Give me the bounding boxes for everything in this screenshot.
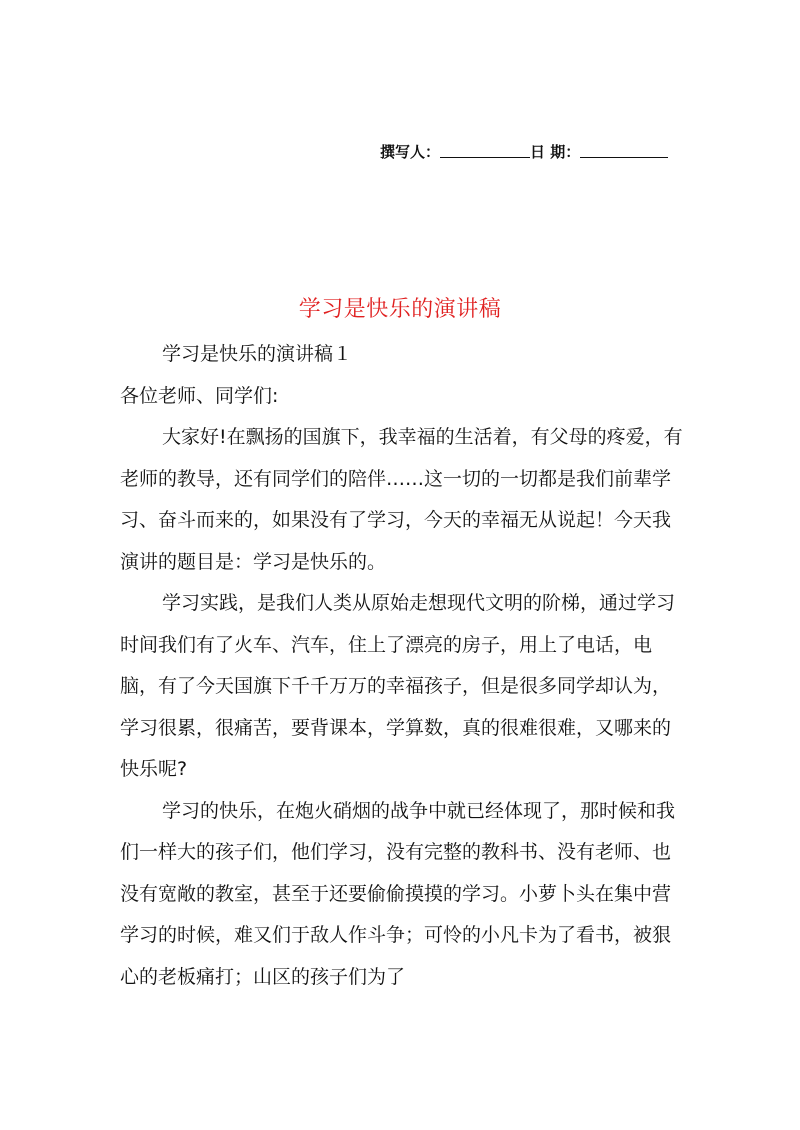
paragraph: 学习的快乐，在炮火硝烟的战争中就已经体现了，那时候和我们一样大的孩子们，他们学习，没有完整的教科书、没有老师、也没有宽敞的教室，甚至于还要偷偷摸摸的学习。小萝卜头在集中营学习的时候，难又们于敌人作斗争；可怜的小凡卡为了看书，被狠心的老板痛打；山区的孩子们为了 (120, 799, 676, 988)
document-title: 学习是快乐的演讲稿 (298, 297, 502, 322)
greeting: 各位老师、同学们: (120, 384, 279, 407)
date-blank (580, 139, 668, 158)
header-signature-line (380, 138, 680, 162)
date-label: 日 期： (530, 143, 581, 161)
document-body (120, 334, 685, 998)
author-blank (440, 139, 530, 158)
speech-subtitle: 学习是快乐的演讲稿１ (162, 343, 353, 365)
author-label: 撰写人： (380, 143, 441, 161)
paragraph: 大家好!在飘扬的国旗下，我幸福的生活着，有父母的疼爱，有老师的教导，还有同学们的陪伴……这一切的一切都是我们前辈学习、奋斗而来的，如果没有了学习，今天的幸福无从说起！今天我演讲的题目是：学习是快乐的。 (120, 426, 683, 573)
paragraph: 学习实践，是我们人类从原始走想现代文明的阶梯，通过学习时间我们有了火车、汽车，住上了漂亮的房子，用上了电话，电脑，有了今天国旗下千千万万的幸福孩子，但是很多同学却认为，学习很累，很痛苦，要背课本，学算数，真的很难很难，又哪来的快乐呢? (120, 592, 676, 780)
